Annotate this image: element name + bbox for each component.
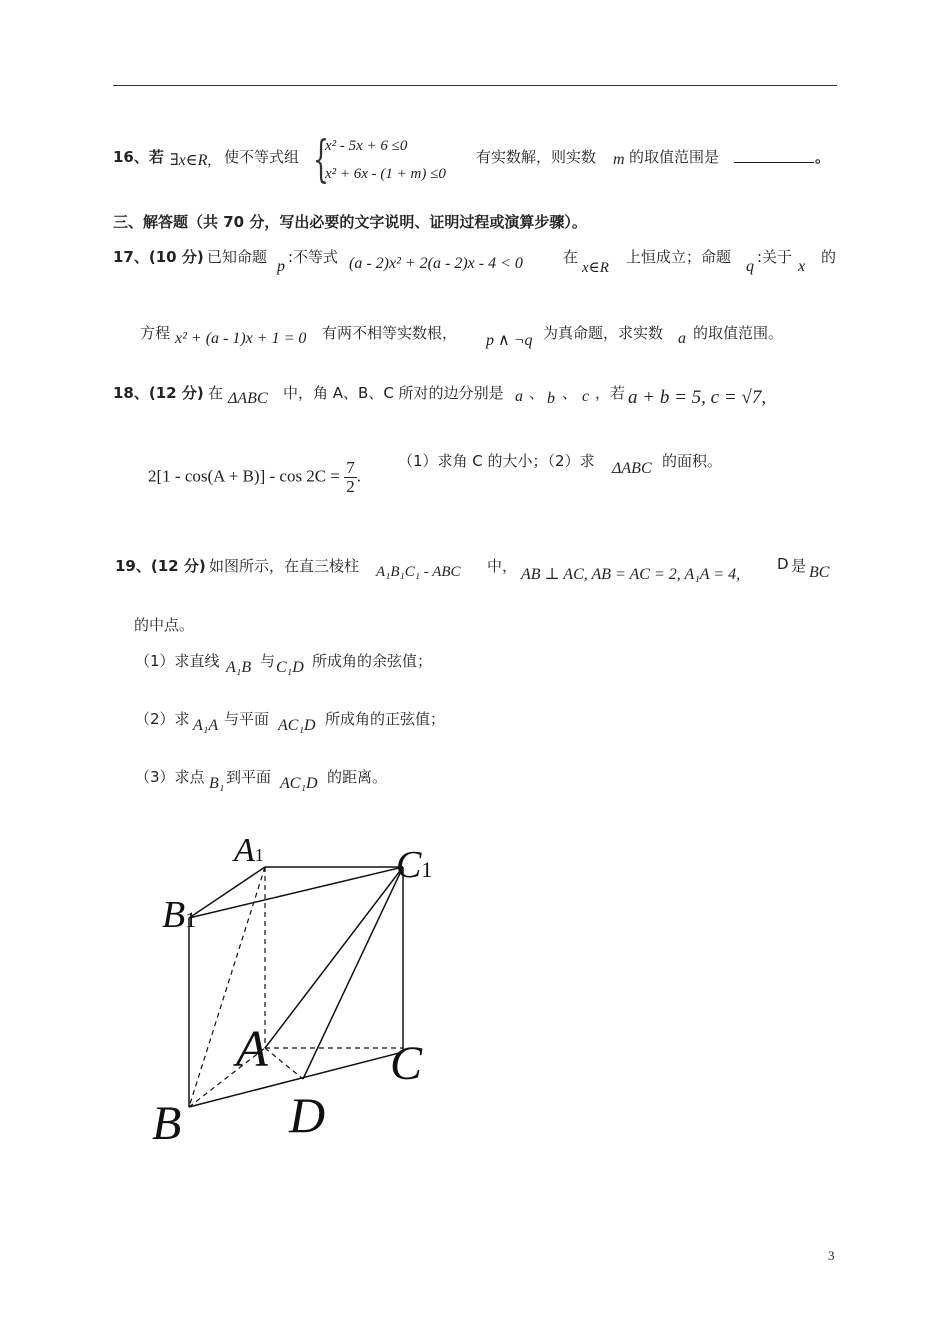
q19-prism: A₁B₁C₁ - ABC (376, 564, 461, 580)
q19-part2-line: A₁A (193, 717, 219, 734)
q17-q: q (746, 258, 754, 275)
edge-A-D (265, 1048, 303, 1079)
q17-line2-text1: 方程 (140, 324, 171, 342)
q17-p: p (277, 258, 285, 275)
label-B1: B1 (162, 894, 197, 936)
edge-A-C1 (265, 867, 403, 1048)
q19-part1-text-c: 所成角的余弦值； (312, 652, 433, 670)
section-header: 三、解答题（共 70 分，写出必要的文字说明、证明过程或演算步骤）。 (113, 213, 587, 231)
q19-text3: 是 (791, 557, 807, 575)
q17-line2-text3: 为真命题，求实数 (543, 324, 664, 342)
label-A: A (236, 1021, 268, 1078)
q17-text4: 上恒成立；命题 (626, 248, 732, 266)
q18-text2: 中，角 A、B、C 所对的边分别是 (283, 384, 504, 402)
q19-line2: 的中点。 (134, 616, 195, 634)
q19-text2: 中， (487, 557, 518, 575)
q19-part3-text-a: （3）求点 (135, 768, 205, 786)
q18-text1: 在 (208, 384, 224, 402)
label-B: B (152, 1097, 182, 1150)
q18-equation-end: . (356, 466, 361, 486)
q18-part2: 的面积。 (662, 452, 723, 470)
q18-triangle: ΔABC (228, 390, 268, 407)
q19-part1-line1: A₁B (226, 659, 252, 676)
q18-b: b (547, 390, 555, 407)
edge-B1-C1 (189, 867, 403, 918)
q16-brace: { (313, 130, 329, 188)
q19-part3-text-b: 到平面 (226, 768, 272, 786)
q16-end: 。 (815, 148, 831, 166)
q17-text2: :不等式 (288, 248, 339, 266)
q19-text1: 如图所示，在直三棱柱 (209, 557, 360, 575)
q16-ineq1: x² - 5x + 6 ≤0 (325, 138, 408, 154)
q18-triangle2: ΔABC (612, 460, 652, 477)
q18-fraction-denominator: 2 (346, 477, 355, 496)
q18-sep1: 、 (529, 384, 545, 402)
q18-text3: ，若 (595, 384, 626, 402)
q18-number: 18、(12 分) (113, 384, 204, 402)
q18-fraction-numerator: 7 (346, 458, 355, 477)
q16-var-m: m (613, 151, 625, 168)
label-B1-sub: 1 (185, 907, 197, 932)
q16-ineq2: x² + 6x - (1 + m) ≤0 (325, 166, 446, 182)
label-A1: A1 (234, 832, 264, 869)
page-number: 3 (828, 1248, 835, 1263)
q18-equation-left: 2[1 - cos(A + B)] - cos 2C = (148, 466, 340, 486)
q17-text1: 已知命题 (207, 248, 268, 266)
label-D: D (289, 1087, 326, 1143)
q17-x: x (798, 258, 806, 275)
label-A1-sub: 1 (254, 845, 264, 865)
q17-pq: p ∧ ¬q (486, 332, 533, 349)
q16-text2: 有实数解，则实数 (476, 148, 597, 166)
q19-part2-text-b: 与平面 (224, 710, 270, 728)
q18-sep2: 、 (562, 384, 578, 402)
q19-number: 19、(12 分) (115, 557, 206, 575)
q16-text1: 使不等式组 (224, 148, 300, 166)
q19-condition: AB ⊥ AC, AB = AC = 2, A₁A = 4, (521, 566, 741, 583)
q18-condition: a + b = 5, c = √7, (628, 387, 767, 408)
q19-part1-text-b: 与 (260, 652, 276, 670)
edge-D-C1 (303, 867, 403, 1079)
q19-part2-plane: AC₁D (278, 717, 316, 734)
edge-B1-A1 (189, 867, 265, 918)
q19-part3-plane: AC₁D (280, 775, 318, 792)
q19-part3-text-c: 的距离。 (327, 768, 388, 786)
q17-inequality: (a - 2)x² + 2(a - 2)x - 4 < 0 (349, 255, 523, 272)
q17-text6: 的 (821, 248, 837, 266)
q17-equation: x² + (a - 1)x + 1 = 0 (175, 330, 307, 347)
q19-part3-point: B₁ (209, 775, 225, 792)
label-C1: C1 (396, 844, 433, 886)
q18-a: a (515, 388, 523, 405)
q18-part1: （1）求角 C 的大小；（2）求 (398, 452, 595, 470)
q19-part1-text-a: （1）求直线 (135, 652, 220, 670)
q19-d: D (777, 555, 789, 573)
q19-part1-line2: C₁D (276, 659, 304, 676)
label-C1-sub: 1 (421, 857, 433, 882)
q16-exists: ∃x∈R, (170, 152, 212, 169)
q19-part2-text-a: （2）求 (135, 710, 190, 728)
q16-text3: 的取值范围是 (629, 148, 720, 166)
q17-line2-text4: 的取值范围。 (693, 324, 784, 342)
q17-domain: x∈R (582, 260, 609, 276)
q17-a: a (678, 330, 686, 347)
q17-text5: :关于 (757, 248, 793, 266)
q17-number: 17、(10 分) (113, 248, 204, 266)
q18-c: c (582, 388, 590, 405)
label-C: C (390, 1037, 423, 1090)
q19-part2-text-c: 所成角的正弦值； (325, 710, 446, 728)
q16-number: 16、若 (113, 148, 164, 166)
q17-line2-text2: 有两不相等实数根， (322, 324, 458, 342)
q19-bc: BC (809, 564, 830, 581)
q17-text3: 在 (563, 248, 579, 266)
